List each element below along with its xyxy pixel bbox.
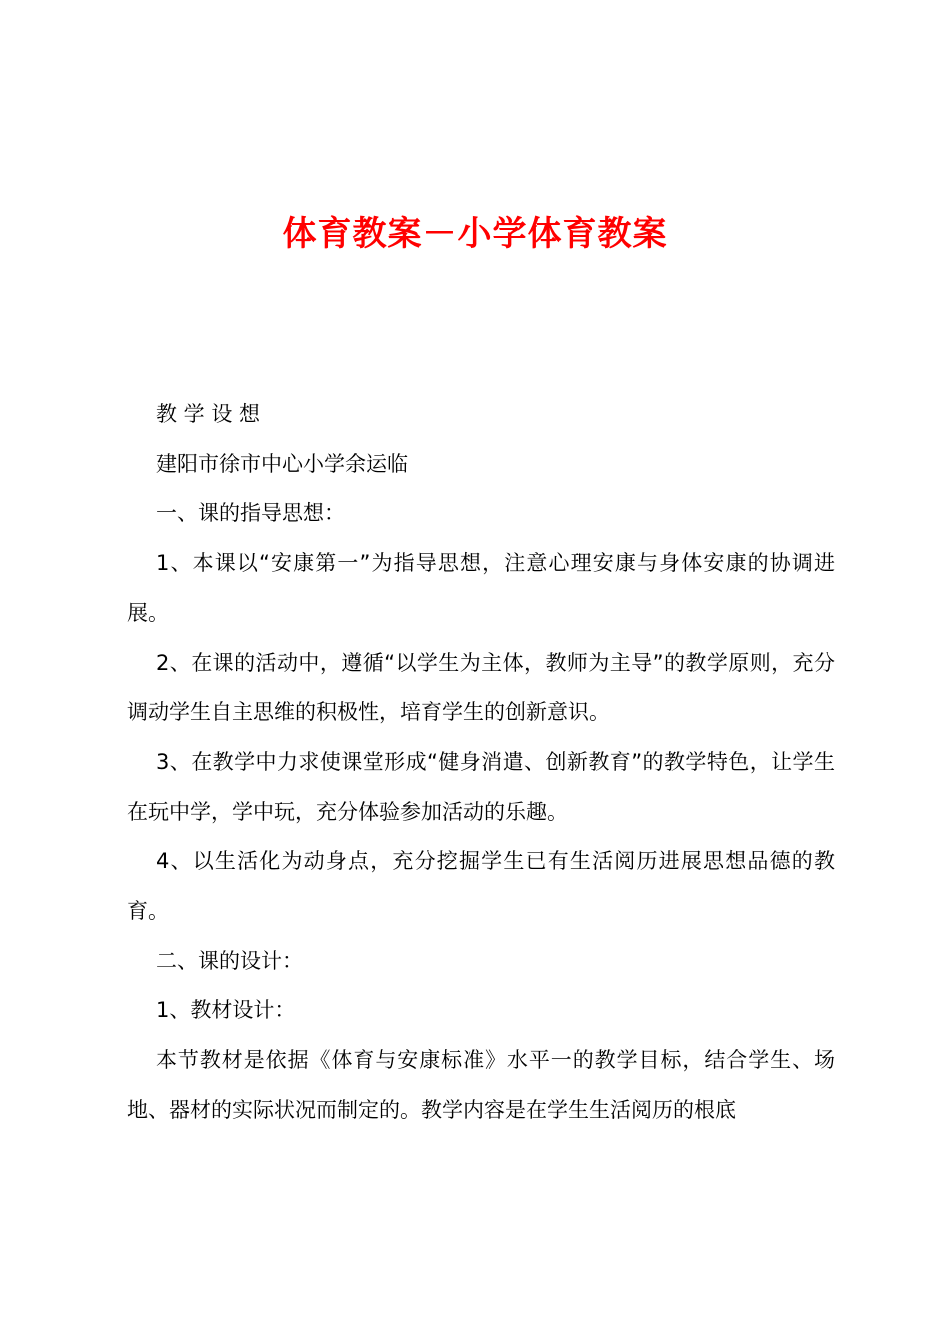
section-heading-guiding-thought: 一、课的指导思想： [156, 501, 345, 526]
guiding-point-2: 2、在课的活动中，遵循“以学生为主体，教师为主导”的教学原则，充分调动学生自主思维的积极性，培育学生的创新意识。 [127, 650, 835, 725]
guiding-point-3: 3、在教学中力求使课堂形成“健身消遣、创新教育”的教学特色，让学生在玩中学，学中玩，充分体验参加活动的乐趣。 [127, 749, 835, 824]
section-heading-teaching-design: 教 学 设 想 [156, 402, 261, 426]
material-design-text: 本节教材是依据《体育与安康标准》水平一的教学目标，结合学生、场地、器材的实际状况而制定的。教学内容是在学生生活阅历的根底 [127, 1048, 835, 1122]
guiding-point-1: 1、本课以“安康第一”为指导思想，注意心理安康与身体安康的协调进展。 [127, 551, 835, 625]
document-title: 体育教案－小学体育教案 [282, 214, 668, 254]
subheading-material-design: 1、教材设计： [156, 998, 296, 1023]
section-heading-course-design: 二、课的设计： [156, 948, 303, 973]
document-body [127, 390, 835, 1136]
guiding-point-4: 4、以生活化为动身点，充分挖掘学生已有生活阅历进展思想品德的教育。 [127, 849, 835, 924]
author-line: 建阳市徐市中心小学余运临 [156, 451, 408, 476]
